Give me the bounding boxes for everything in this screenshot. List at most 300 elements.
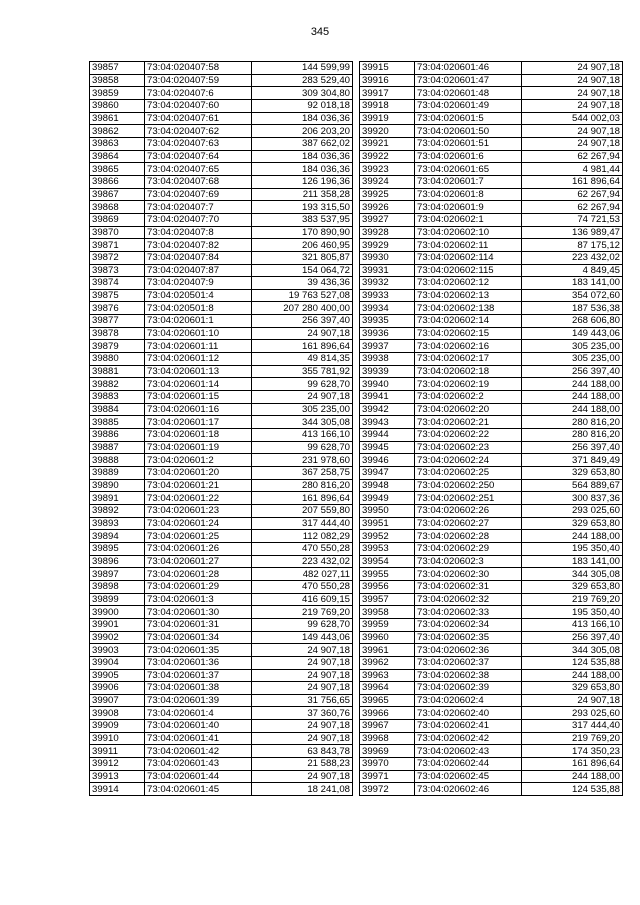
cadastral-value: 92 018,18 (252, 99, 353, 112)
cadastral-value: 564 889,67 (522, 479, 623, 492)
cadastral-number: 73:04:020407:9 (145, 277, 252, 290)
table-row (360, 606, 623, 619)
cadastral-number: 73:04:020601:25 (145, 530, 252, 543)
row-number: 39863 (90, 137, 145, 150)
table-row (90, 416, 353, 429)
cadastral-value: 124 535,88 (522, 783, 623, 796)
table-row (360, 201, 623, 214)
table-row (360, 315, 623, 328)
row-number: 39922 (360, 150, 415, 163)
row-number: 39964 (360, 682, 415, 695)
cadastral-number: 73:04:020602:43 (415, 745, 522, 758)
cadastral-number: 73:04:020601:23 (145, 504, 252, 517)
table-row (360, 188, 623, 201)
table-row (90, 74, 353, 87)
cadastral-number: 73:04:020601:35 (145, 644, 252, 657)
table-row (360, 555, 623, 568)
table-row (360, 99, 623, 112)
cadastral-number: 73:04:020602:35 (415, 631, 522, 644)
row-number: 39904 (90, 656, 145, 669)
cadastral-number: 73:04:020601:11 (145, 340, 252, 353)
cadastral-value: 231 978,60 (252, 454, 353, 467)
cadastral-number: 73:04:020407:65 (145, 163, 252, 176)
cadastral-number: 73:04:020601:65 (415, 163, 522, 176)
cadastral-value: 280 816,20 (522, 416, 623, 429)
cadastral-number: 73:04:020601:15 (145, 391, 252, 404)
row-number: 39962 (360, 656, 415, 669)
table-row (90, 391, 353, 404)
cadastral-number: 73:04:020407:87 (145, 264, 252, 277)
cadastral-value: 219 769,20 (252, 606, 353, 619)
table-row (360, 163, 623, 176)
row-number: 39913 (90, 770, 145, 783)
cadastral-number: 73:04:020602:25 (415, 467, 522, 480)
cadastral-value: 184 036,36 (252, 163, 353, 176)
table-row (360, 391, 623, 404)
cadastral-number: 73:04:020407:8 (145, 226, 252, 239)
cadastral-value: 31 756,65 (252, 694, 353, 707)
cadastral-value: 4 981,44 (522, 163, 623, 176)
cadastral-number: 73:04:020601:34 (145, 631, 252, 644)
cadastral-value: 470 550,28 (252, 542, 353, 555)
cadastral-value: 317 444,40 (522, 720, 623, 733)
cadastral-value: 99 628,70 (252, 441, 353, 454)
table-row (90, 87, 353, 100)
table-row (90, 239, 353, 252)
cadastral-value: 305 235,00 (522, 353, 623, 366)
cadastral-number: 73:04:020407:69 (145, 188, 252, 201)
cadastral-value: 244 188,00 (522, 378, 623, 391)
table-row (360, 125, 623, 138)
cadastral-value: 193 315,50 (252, 201, 353, 214)
cadastral-value: 24 907,18 (252, 720, 353, 733)
cadastral-number: 73:04:020601:44 (145, 770, 252, 783)
row-number: 39925 (360, 188, 415, 201)
cadastral-value: 416 609,15 (252, 593, 353, 606)
table-row (360, 593, 623, 606)
cadastral-number: 73:04:020601:36 (145, 656, 252, 669)
cadastral-value: 305 235,00 (252, 403, 353, 416)
row-number: 39902 (90, 631, 145, 644)
table-row (360, 783, 623, 796)
cadastral-number: 73:04:020601:14 (145, 378, 252, 391)
table-row (90, 770, 353, 783)
cadastral-value: 24 907,18 (252, 770, 353, 783)
cadastral-number: 73:04:020602:17 (415, 353, 522, 366)
cadastral-value: 300 837,36 (522, 492, 623, 505)
cadastral-value: 293 025,60 (522, 504, 623, 517)
cadastral-number: 73:04:020602:11 (415, 239, 522, 252)
row-number: 39906 (90, 682, 145, 695)
row-number: 39940 (360, 378, 415, 391)
cadastral-value: 329 653,80 (522, 580, 623, 593)
cadastral-value: 244 188,00 (522, 403, 623, 416)
table-row (90, 530, 353, 543)
table-row (360, 707, 623, 720)
row-number: 39877 (90, 315, 145, 328)
table-row (90, 289, 353, 302)
row-number: 39945 (360, 441, 415, 454)
cadastral-number: 73:04:020601:51 (415, 137, 522, 150)
cadastral-number: 73:04:020602:4 (415, 694, 522, 707)
cadastral-number: 73:04:020407:61 (145, 112, 252, 125)
cadastral-value: 329 653,80 (522, 682, 623, 695)
row-number: 39950 (360, 504, 415, 517)
table-row (360, 682, 623, 695)
row-number: 39876 (90, 302, 145, 315)
cadastral-number: 73:04:020601:13 (145, 365, 252, 378)
table-row (90, 327, 353, 340)
cadastral-number: 73:04:020601:24 (145, 517, 252, 530)
cadastral-value: 126 196,36 (252, 175, 353, 188)
cadastral-value: 206 203,20 (252, 125, 353, 138)
row-number: 39939 (360, 365, 415, 378)
cadastral-number: 73:04:020601:48 (415, 87, 522, 100)
cadastral-value: 24 907,18 (522, 125, 623, 138)
cadastral-value: 371 849,49 (522, 454, 623, 467)
row-number: 39860 (90, 99, 145, 112)
cadastral-number: 73:04:020602:41 (415, 720, 522, 733)
cadastral-value: 293 025,60 (522, 707, 623, 720)
cadastral-value: 24 907,18 (522, 694, 623, 707)
cadastral-value: 24 907,18 (252, 656, 353, 669)
table-row (360, 137, 623, 150)
table-row (90, 593, 353, 606)
table-row (360, 277, 623, 290)
table-row (360, 669, 623, 682)
cadastral-value: 211 358,28 (252, 188, 353, 201)
cadastral-number: 73:04:020601:17 (145, 416, 252, 429)
table-row (90, 732, 353, 745)
cadastral-value: 112 082,29 (252, 530, 353, 543)
cadastral-value: 383 537,95 (252, 213, 353, 226)
cadastral-number: 73:04:020602:24 (415, 454, 522, 467)
row-number: 39857 (90, 62, 145, 75)
row-number: 39960 (360, 631, 415, 644)
table-row (360, 745, 623, 758)
row-number: 39896 (90, 555, 145, 568)
cadastral-number: 73:04:020407:82 (145, 239, 252, 252)
row-number: 39926 (360, 201, 415, 214)
registry-table-left (89, 61, 353, 796)
table-row (360, 264, 623, 277)
table-row (90, 669, 353, 682)
cadastral-number: 73:04:020601:41 (145, 732, 252, 745)
cadastral-value: 24 907,18 (252, 391, 353, 404)
registry-table-right (359, 61, 623, 796)
cadastral-number: 73:04:020601:1 (145, 315, 252, 328)
cadastral-value: 329 653,80 (522, 517, 623, 530)
cadastral-number: 73:04:020601:37 (145, 669, 252, 682)
row-number: 39963 (360, 669, 415, 682)
table-row (360, 720, 623, 733)
cadastral-value: 24 907,18 (252, 327, 353, 340)
cadastral-value: 62 267,94 (522, 188, 623, 201)
row-number: 39944 (360, 429, 415, 442)
cadastral-number: 73:04:020601:49 (415, 99, 522, 112)
cadastral-number: 73:04:020501:4 (145, 289, 252, 302)
cadastral-number: 73:04:020602:23 (415, 441, 522, 454)
row-number: 39859 (90, 87, 145, 100)
cadastral-number: 73:04:020601:45 (145, 783, 252, 796)
table-row (90, 707, 353, 720)
table-row (360, 175, 623, 188)
row-number: 39930 (360, 251, 415, 264)
cadastral-number: 73:04:020601:50 (415, 125, 522, 138)
table-row (90, 783, 353, 796)
row-number: 39874 (90, 277, 145, 290)
table-row (90, 150, 353, 163)
table-row (90, 644, 353, 657)
table-row (360, 467, 623, 480)
cadastral-value: 144 599,99 (252, 62, 353, 75)
cadastral-value: 24 907,18 (522, 87, 623, 100)
row-number: 39951 (360, 517, 415, 530)
table-row (90, 467, 353, 480)
cadastral-value: 87 175,12 (522, 239, 623, 252)
table-row (90, 277, 353, 290)
cadastral-number: 73:04:020602:34 (415, 618, 522, 631)
cadastral-value: 244 188,00 (522, 770, 623, 783)
cadastral-value: 256 397,40 (522, 365, 623, 378)
row-number: 39900 (90, 606, 145, 619)
table-row (360, 732, 623, 745)
table-row (360, 454, 623, 467)
cadastral-value: 74 721,53 (522, 213, 623, 226)
cadastral-value: 39 436,36 (252, 277, 353, 290)
table-row (360, 289, 623, 302)
cadastral-number: 73:04:020601:40 (145, 720, 252, 733)
cadastral-number: 73:04:020601:46 (415, 62, 522, 75)
table-row (360, 580, 623, 593)
row-number: 39947 (360, 467, 415, 480)
table-row (90, 720, 353, 733)
cadastral-value: 470 550,28 (252, 580, 353, 593)
cadastral-value: 354 072,60 (522, 289, 623, 302)
cadastral-value: 184 036,36 (252, 150, 353, 163)
row-number: 39871 (90, 239, 145, 252)
cadastral-number: 73:04:020602:28 (415, 530, 522, 543)
table-row (360, 517, 623, 530)
table-row (90, 758, 353, 771)
table-row (90, 378, 353, 391)
cadastral-value: 321 805,87 (252, 251, 353, 264)
table-row (360, 492, 623, 505)
table-row (90, 606, 353, 619)
cadastral-value: 161 896,64 (522, 175, 623, 188)
row-number: 39889 (90, 467, 145, 480)
cadastral-value: 355 781,92 (252, 365, 353, 378)
row-number: 39893 (90, 517, 145, 530)
row-number: 39905 (90, 669, 145, 682)
cadastral-value: 207 559,80 (252, 504, 353, 517)
cadastral-number: 73:04:020602:10 (415, 226, 522, 239)
cadastral-value: 329 653,80 (522, 467, 623, 480)
cadastral-number: 73:04:020407:7 (145, 201, 252, 214)
row-number: 39858 (90, 74, 145, 87)
cadastral-number: 73:04:020601:16 (145, 403, 252, 416)
row-number: 39883 (90, 391, 145, 404)
cadastral-number: 73:04:020602:33 (415, 606, 522, 619)
row-number: 39864 (90, 150, 145, 163)
row-number: 39954 (360, 555, 415, 568)
table-row (360, 618, 623, 631)
table-row (360, 479, 623, 492)
cadastral-number: 73:04:020602:3 (415, 555, 522, 568)
row-number: 39936 (360, 327, 415, 340)
cadastral-number: 73:04:020407:68 (145, 175, 252, 188)
table-row (360, 504, 623, 517)
row-number: 39880 (90, 353, 145, 366)
cadastral-value: 37 360,76 (252, 707, 353, 720)
table-row (90, 555, 353, 568)
row-number: 39873 (90, 264, 145, 277)
row-number: 39914 (90, 783, 145, 796)
cadastral-number: 73:04:020602:19 (415, 378, 522, 391)
table-row (360, 656, 623, 669)
cadastral-number: 73:04:020602:38 (415, 669, 522, 682)
cadastral-value: 18 241,08 (252, 783, 353, 796)
cadastral-value: 244 188,00 (522, 391, 623, 404)
table-row (90, 429, 353, 442)
table-row (90, 201, 353, 214)
cadastral-value: 219 769,20 (522, 732, 623, 745)
table-row (360, 429, 623, 442)
table-row (90, 580, 353, 593)
cadastral-number: 73:04:020601:26 (145, 542, 252, 555)
cadastral-value: 161 896,64 (522, 758, 623, 771)
row-number: 39931 (360, 264, 415, 277)
table-row (360, 378, 623, 391)
row-number: 39948 (360, 479, 415, 492)
cadastral-value: 21 588,23 (252, 758, 353, 771)
table-row (90, 492, 353, 505)
row-number: 39870 (90, 226, 145, 239)
row-number: 39897 (90, 568, 145, 581)
row-number: 39941 (360, 391, 415, 404)
row-number: 39923 (360, 163, 415, 176)
row-number: 39869 (90, 213, 145, 226)
table-row (90, 125, 353, 138)
table-row (360, 365, 623, 378)
table-row (90, 163, 353, 176)
row-number: 39885 (90, 416, 145, 429)
cadastral-value: 183 141,00 (522, 555, 623, 568)
row-number: 39924 (360, 175, 415, 188)
row-number: 39912 (90, 758, 145, 771)
cadastral-number: 73:04:020601:21 (145, 479, 252, 492)
cadastral-number: 73:04:020601:38 (145, 682, 252, 695)
row-number: 39942 (360, 403, 415, 416)
cadastral-value: 244 188,00 (522, 530, 623, 543)
row-number: 39911 (90, 745, 145, 758)
table-row (360, 694, 623, 707)
table-row (90, 504, 353, 517)
cadastral-number: 73:04:020602:114 (415, 251, 522, 264)
cadastral-value: 206 460,95 (252, 239, 353, 252)
table-row (90, 112, 353, 125)
row-number: 39895 (90, 542, 145, 555)
row-number: 39886 (90, 429, 145, 442)
table-row (90, 175, 353, 188)
cadastral-value: 223 432,02 (522, 251, 623, 264)
cadastral-value: 174 350,23 (522, 745, 623, 758)
table-row (360, 74, 623, 87)
table-row (90, 682, 353, 695)
table-row (90, 517, 353, 530)
row-number: 39935 (360, 315, 415, 328)
cadastral-number: 73:04:020602:46 (415, 783, 522, 796)
cadastral-number: 73:04:020407:59 (145, 74, 252, 87)
table-row (90, 631, 353, 644)
cadastral-number: 73:04:020602:44 (415, 758, 522, 771)
cadastral-number: 73:04:020407:63 (145, 137, 252, 150)
table-row (360, 87, 623, 100)
cadastral-number: 73:04:020601:19 (145, 441, 252, 454)
cadastral-value: 149 443,06 (522, 327, 623, 340)
table-row (90, 62, 353, 75)
row-number: 39920 (360, 125, 415, 138)
table-row (360, 530, 623, 543)
cadastral-value: 24 907,18 (522, 137, 623, 150)
cadastral-value: 24 907,18 (522, 74, 623, 87)
row-number: 39882 (90, 378, 145, 391)
row-number: 39865 (90, 163, 145, 176)
table-row (90, 188, 353, 201)
cadastral-number: 73:04:020602:12 (415, 277, 522, 290)
cadastral-number: 73:04:020602:250 (415, 479, 522, 492)
cadastral-number: 73:04:020601:18 (145, 429, 252, 442)
table-row (90, 340, 353, 353)
cadastral-value: 49 814,35 (252, 353, 353, 366)
cadastral-value: 62 267,94 (522, 201, 623, 214)
cadastral-value: 317 444,40 (252, 517, 353, 530)
cadastral-value: 187 536,38 (522, 302, 623, 315)
row-number: 39971 (360, 770, 415, 783)
row-number: 39890 (90, 479, 145, 492)
cadastral-number: 73:04:020602:251 (415, 492, 522, 505)
cadastral-value: 184 036,36 (252, 112, 353, 125)
table-row (90, 251, 353, 264)
cadastral-number: 73:04:020602:29 (415, 542, 522, 555)
table-row (360, 302, 623, 315)
cadastral-number: 73:04:020602:15 (415, 327, 522, 340)
cadastral-value: 344 305,08 (522, 644, 623, 657)
row-number: 39959 (360, 618, 415, 631)
row-number: 39868 (90, 201, 145, 214)
row-number: 39943 (360, 416, 415, 429)
cadastral-value: 149 443,06 (252, 631, 353, 644)
table-row (360, 758, 623, 771)
table-row (90, 479, 353, 492)
cadastral-number: 73:04:020601:2 (145, 454, 252, 467)
row-number: 39908 (90, 707, 145, 720)
row-number: 39966 (360, 707, 415, 720)
row-number: 39927 (360, 213, 415, 226)
row-number: 39867 (90, 188, 145, 201)
row-number: 39888 (90, 454, 145, 467)
row-number: 39875 (90, 289, 145, 302)
table-row (90, 353, 353, 366)
cadastral-value: 387 662,02 (252, 137, 353, 150)
row-number: 39872 (90, 251, 145, 264)
row-number: 39957 (360, 593, 415, 606)
row-number: 39937 (360, 340, 415, 353)
table-row (360, 644, 623, 657)
cadastral-value: 183 141,00 (522, 277, 623, 290)
cadastral-value: 24 907,18 (522, 99, 623, 112)
cadastral-number: 73:04:020602:39 (415, 682, 522, 695)
